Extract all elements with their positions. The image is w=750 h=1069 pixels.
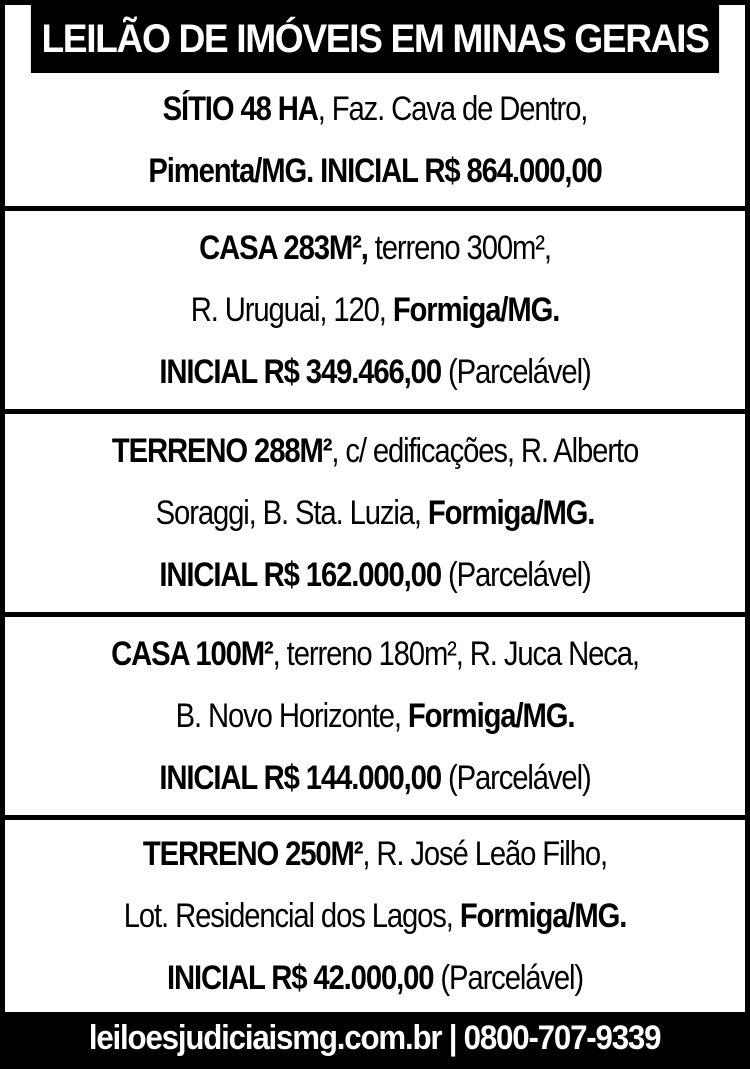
listing-address: Soraggi, B. Sta. Luzia,: [155, 494, 428, 532]
listing-detail: , Faz. Cava de Dentro,: [317, 89, 588, 128]
listing-line: [57, 341, 693, 403]
ad-title: LEILÃO DE IMÓVEIS EM MINAS GERAIS: [41, 16, 709, 61]
listing-address: Lot. Residencial dos Lagos,: [123, 897, 460, 935]
listing-city: Formiga/MG.: [427, 494, 595, 532]
phone-number[interactable]: 0800-707-9339: [464, 1018, 661, 1057]
listing-payment-note: (Parcelável): [440, 556, 591, 594]
listing-casa-uruguai: [5, 211, 745, 414]
ad-footer: [5, 1012, 745, 1064]
listing-property-type: TERRENO 250M²: [142, 835, 363, 873]
listing-payment-note: (Parcelável): [440, 759, 591, 797]
listing-line: [57, 279, 693, 341]
listing-address: B. Novo Horizonte,: [175, 697, 408, 735]
website-link[interactable]: leiloesjudiciaismg.com.br: [89, 1018, 442, 1057]
listing-detail: , terreno 180m², R. Juca Neca,: [272, 635, 639, 673]
listing-detail: , R. José Leão Filho,: [362, 835, 608, 873]
listing-property-type: CASA 283M²,: [199, 229, 368, 267]
listing-price: INICIAL R$ 144.000,00: [159, 759, 441, 797]
listing-line: [57, 420, 693, 482]
listing-property-type: SÍTIO 48 HA: [162, 89, 318, 128]
listing-line: [57, 947, 693, 1009]
listing-terreno-jose-leao: [5, 820, 745, 1012]
listing-line: [57, 823, 693, 885]
listing-address: R. Uruguai, 120,: [190, 291, 393, 329]
listing-price: INICIAL R$ 42.000,00: [167, 959, 434, 997]
ad-header: [31, 5, 719, 73]
listing-line: [57, 685, 693, 747]
listing-price: INICIAL R$ 162.000,00: [159, 556, 441, 594]
listing-line: [57, 482, 693, 544]
listing-line: [57, 747, 693, 809]
listing-line: [57, 623, 693, 685]
listing-terreno-soraggi: [5, 414, 745, 617]
listing-city: Formiga/MG.: [459, 897, 627, 935]
listing-line: [57, 217, 693, 279]
listing-city: Formiga/MG.: [392, 291, 560, 329]
listing-payment-note: (Parcelável): [440, 353, 591, 391]
listing-line: [57, 140, 693, 202]
footer-contact: [89, 1019, 660, 1058]
listing-line: [57, 78, 693, 140]
listing-line: [57, 885, 693, 947]
listing-payment-note: (Parcelável): [433, 959, 583, 997]
listing-property-type: CASA 100M²: [111, 635, 273, 673]
listing-casa-juca-neca: [5, 617, 745, 820]
listing-detail: terreno 300m²,: [367, 229, 551, 267]
footer-separator: |: [449, 1018, 457, 1057]
listing-sitio-pimenta: [5, 73, 745, 211]
listing-line: [57, 544, 693, 606]
listing-city: Formiga/MG.: [407, 697, 575, 735]
listing-property-type: TERRENO 288M²: [111, 432, 332, 470]
listing-price: INICIAL R$ 349.466,00: [159, 353, 441, 391]
listing-location-price: Pimenta/MG. INICIAL R$ 864.000,00: [148, 151, 602, 190]
listing-detail: , c/ edificações, R. Alberto: [331, 432, 639, 470]
